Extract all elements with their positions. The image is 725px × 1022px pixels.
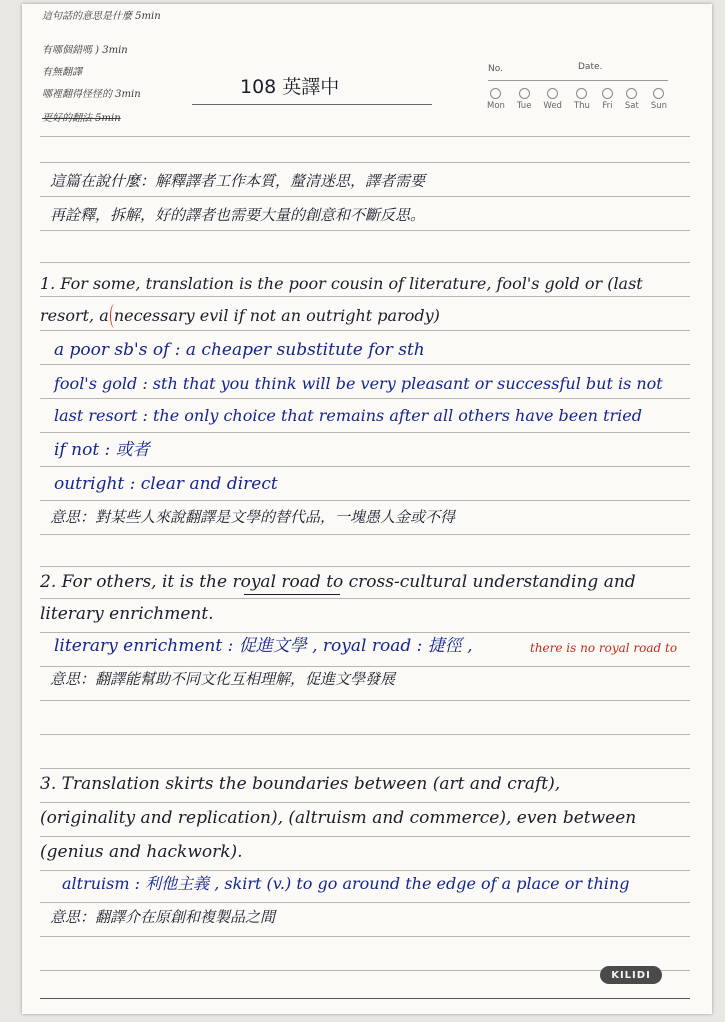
rule-line bbox=[40, 768, 690, 769]
rule-line bbox=[40, 296, 690, 297]
sentence-3-line: (genius and hackwork). bbox=[40, 842, 243, 862]
weekday-tue: Tue bbox=[517, 88, 532, 111]
rule-line bbox=[40, 432, 690, 433]
rule-line bbox=[40, 936, 690, 937]
sentence-3-line: 3. Translation skirts the boundaries between (art and craft), bbox=[40, 774, 561, 794]
header-note: 更好的翻法 5min bbox=[42, 113, 121, 124]
vocab-royal-road-note: there is no royal road to bbox=[530, 641, 678, 655]
rule-line bbox=[40, 566, 690, 567]
royal-road-underline bbox=[244, 594, 340, 595]
rule-line bbox=[40, 632, 690, 633]
red-bracket-mark bbox=[110, 304, 119, 328]
rule-line bbox=[40, 136, 690, 137]
rule-line bbox=[40, 700, 690, 701]
header-note: 有哪個錯嗎 ) 3min bbox=[42, 45, 128, 56]
rule-line bbox=[40, 398, 690, 399]
weekday-fri: Fri bbox=[602, 88, 613, 111]
rule-line bbox=[40, 162, 690, 163]
header-note: 這句話的意思是什麼 5min bbox=[42, 11, 161, 22]
sentence-3-line: (originality and replication), (altruism and commerce), even between bbox=[40, 808, 637, 828]
rule-line bbox=[40, 330, 690, 331]
header-note: 哪裡翻得怪怪的 3min bbox=[42, 89, 141, 100]
rule-line bbox=[40, 802, 690, 803]
bottom-rule-line bbox=[40, 998, 690, 999]
vocab-literary-enrichment: literary enrichment : 促進文學 , royal road : 捷徑 , bbox=[54, 636, 473, 656]
header-note: 有無翻譯 bbox=[42, 67, 82, 78]
weekday-wed: Wed bbox=[543, 88, 562, 111]
date-label: Date. bbox=[578, 62, 603, 72]
rule-line bbox=[40, 970, 690, 971]
rule-line bbox=[40, 262, 690, 263]
weekday-sat: Sat bbox=[625, 88, 639, 111]
rule-line bbox=[40, 500, 690, 501]
vocab-poor-cousin: a poor sb's of : a cheaper substitute for sth bbox=[54, 340, 425, 360]
rule-line bbox=[40, 734, 690, 735]
weekday-circle bbox=[519, 88, 530, 99]
vocab-if-not: if not : 或者 bbox=[54, 440, 150, 460]
weekday-sun: Sun bbox=[651, 88, 667, 111]
rule-line bbox=[40, 196, 690, 197]
rule-line bbox=[40, 364, 690, 365]
vocab-outright: outright : clear and direct bbox=[54, 474, 278, 494]
meaning-2: 意思：翻譯能幫助不同文化互相理解，促進文學發展 bbox=[50, 670, 396, 688]
vocab-altruism-skirt: altruism : 利他主義 , skirt (v.) to go around the edge of a place or thing bbox=[62, 874, 630, 893]
weekday-selector bbox=[487, 88, 667, 111]
sentence-1-line: resort, a necessary evil if not an outright parody) bbox=[40, 306, 440, 325]
vocab-last-resort: last resort : the only choice that remains after all others have been tried bbox=[54, 406, 642, 425]
title-underline bbox=[192, 104, 432, 105]
weekday-circle bbox=[576, 88, 587, 99]
weekday-circle bbox=[490, 88, 501, 99]
meaning-3: 意思：翻譯介在原創和複製品之間 bbox=[50, 908, 276, 926]
meaning-1: 意思：對某些人來說翻譯是文學的替代品，一塊愚人金或不得 bbox=[50, 508, 456, 526]
weekday-mon: Mon bbox=[487, 88, 505, 111]
weekday-circle bbox=[547, 88, 558, 99]
sentence-1-line: 1. For some, translation is the poor cousin of literature, fool's gold or (last bbox=[40, 274, 643, 293]
weekday-circle bbox=[626, 88, 637, 99]
rule-line bbox=[40, 902, 690, 903]
rule-line bbox=[40, 534, 690, 535]
rule-line bbox=[40, 466, 690, 467]
rule-line bbox=[40, 230, 690, 231]
sentence-2-line: literary enrichment. bbox=[40, 604, 214, 624]
sentence-2-line: 2. For others, it is the royal road to cross-cultural understanding and bbox=[40, 572, 636, 592]
rule-line bbox=[40, 666, 690, 667]
weekday-thu: Thu bbox=[574, 88, 590, 111]
summary-line: 這篇在說什麼：解釋譯者工作本質，釐清迷思，譯者需要 bbox=[50, 172, 426, 190]
page-title: 108 英譯中 bbox=[240, 76, 340, 98]
summary-line: 再詮釋，拆解，好的譯者也需要大量的創意和不斷反思。 bbox=[50, 206, 426, 224]
rule-line bbox=[40, 836, 690, 837]
vocab-fools-gold: fool's gold : sth that you think will be very pleasant or successful but is not bbox=[54, 374, 663, 393]
rule-line bbox=[40, 598, 690, 599]
rule-line bbox=[40, 870, 690, 871]
no-label: No. bbox=[488, 64, 503, 74]
no-date-underline bbox=[488, 80, 668, 81]
brand-logo: KILIDI bbox=[600, 966, 662, 984]
notebook-page bbox=[22, 4, 712, 1014]
weekday-circle bbox=[602, 88, 613, 99]
weekday-circle bbox=[653, 88, 664, 99]
